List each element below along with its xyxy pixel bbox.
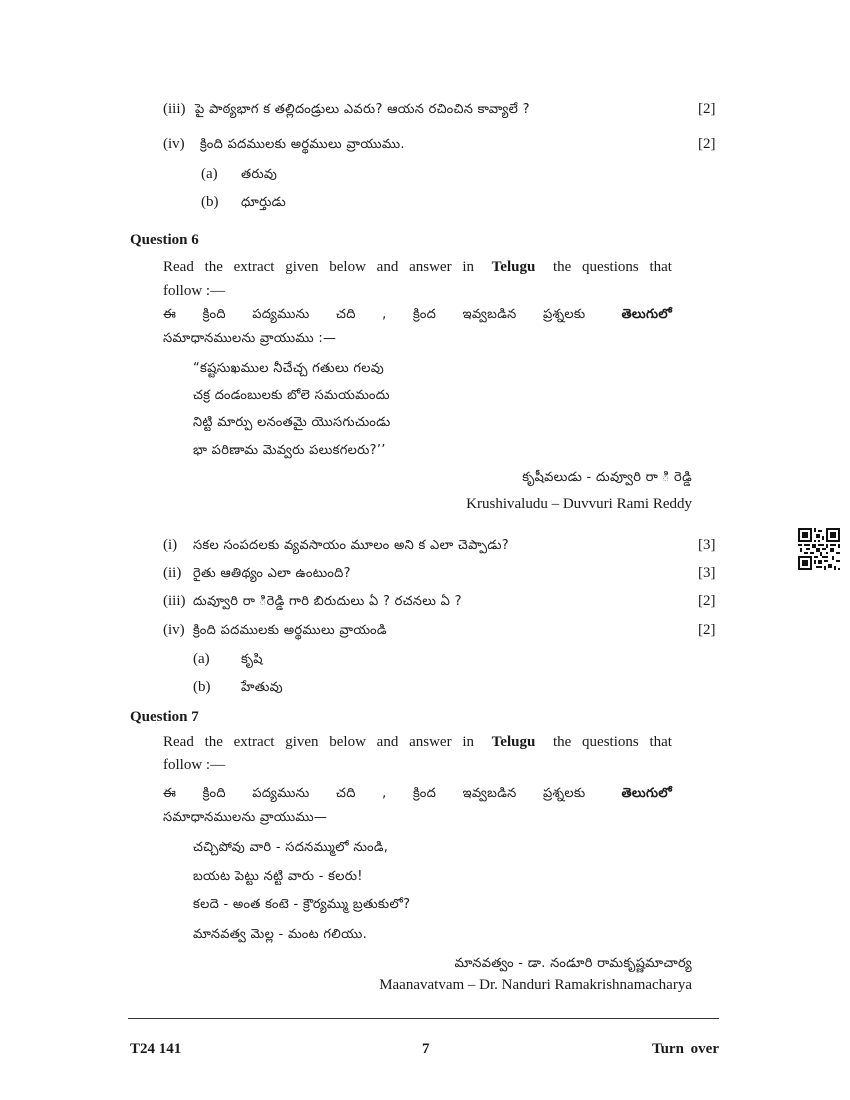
intro-text: Read the extract given below and answer in [163,259,474,275]
question-item-iv-top [163,136,723,153]
poem-line: చచ్చిపోవు వారి - సదనమ్ములో నుండి, [193,840,389,855]
sub-word: ధూర్తుడు [241,195,287,210]
question-text: సకల సంపదలకు వ్యవసాయం మూలం అని క ఎలా చెప్పాడు? [193,538,509,553]
paper-code: T24 141 [130,1041,182,1057]
intro-text-end: the questions that [552,259,672,275]
question-text: రైతు ఆతిథ్యం ఎలా ఉంటుంది? [193,566,351,581]
intro-language: Telugu [491,734,536,750]
poem-line: మానవత్వ మెల్ల - మంట గలియు. [193,927,368,942]
footer-divider [128,1018,719,1019]
poem-line: నిట్టి మార్పు లనంతమై యొసగుచుండు [193,415,391,430]
marks-label: [2] [698,101,716,117]
sub-letter: (b) [193,679,211,695]
sub-letter: (b) [201,194,219,210]
q7-telugu-instruction-line2: సమాధానములను వ్రాయుము— [163,810,328,825]
marks-label: [3] [698,565,716,581]
poem-source-telugu: కృషీవలుడు - దువ్వూరి రా ి రెడ్డి [522,470,692,485]
q7-telugu-instruction-line1 [163,786,672,804]
intro-language: Telugu [491,259,536,275]
qr-code [798,528,840,570]
q7-intro-line2: follow :— [163,757,226,773]
poem-line: భా పరిణామ మెవ్వరు పలుకగలరు?’’ [193,443,386,458]
telugu-instruction-bold: తెలుగులో [621,786,672,801]
q6-intro-line1 [163,259,672,276]
poem-line: “కష్టసుఖముల నీచేచ్చ గతులు గలవు [193,361,385,376]
sub-letter: (a) [201,166,218,182]
q7-intro-line1 [163,734,672,751]
sub-word: కృషి [241,652,263,667]
poem-source-telugu: మానవత్వం - డా. నండూరి రామకృష్ణమాచార్య [454,956,692,971]
poem-line: కలదె - అంత కంటె - క్రౌర్యమ్ము బ్రతుకులో? [193,897,411,912]
poem-source-english: Krushivaludu – Duvvuri Rami Reddy [466,496,692,512]
question-number: (iii) [163,593,186,609]
question-6-heading: Question 6 [130,232,199,248]
question-number: (ii) [163,565,182,581]
telugu-instruction: ఈ క్రింది పద్యమును చది , క్రింద ఇవ్వబడిన ప్రశ్నలకు [163,307,586,322]
q6-telugu-instruction-line2: సమాధానములను వ్రాయుము :— [163,331,337,346]
question-text: దువ్వూరి రా ిరెడ్డి గారి బిరుదులు ఏ ? రచనలు ఏ ? [193,594,462,609]
marks-label: [3] [698,537,716,553]
poem-line: బయట పెట్టు నట్టి వారు - కలరు! [193,869,363,884]
sub-letter: (a) [193,651,210,667]
intro-text: Read the extract given below and answer in [163,734,474,750]
turn-over-label: Turn over [651,1041,719,1057]
question-item-iii-top [163,101,723,118]
sub-word: తరువు [241,167,278,182]
telugu-instruction: ఈ క్రింది పద్యమును చది , క్రింద ఇవ్వబడిన ప్రశ్నలకు [163,786,586,801]
item-text: పై పాఠ్యభాగ క తల్లిదండ్రులు ఎవరు? ఆయన రచించిన కావ్యాలే ? [195,102,530,117]
sub-word: హేతువు [241,680,283,695]
question-text: క్రింది పదములకు అర్థములు వ్రాయండి [193,623,387,638]
q6-intro-line2: follow :— [163,283,226,299]
item-text: క్రింది పదములకు అర్థములు వ్రాయుము. [200,137,405,152]
telugu-instruction-bold: తెలుగులో [621,307,672,322]
poem-line: చక్ర దండంబులకు బోలె సమయమందు [193,388,390,403]
poem-source-english: Maanavatvam – Dr. Nanduri Ramakrishnamacharya [379,977,692,993]
marks-label: [2] [698,136,716,152]
item-number: (iv) [163,136,185,152]
marks-label: [2] [698,622,716,638]
marks-label: [2] [698,593,716,609]
page-number: 7 [422,1041,430,1057]
intro-text-end: the questions that [552,734,672,750]
item-number: (iii) [163,101,186,117]
q6-telugu-instruction-line1 [163,307,672,325]
question-number: (iv) [163,622,185,638]
question-number: (i) [163,537,178,553]
question-7-heading: Question 7 [130,709,199,725]
